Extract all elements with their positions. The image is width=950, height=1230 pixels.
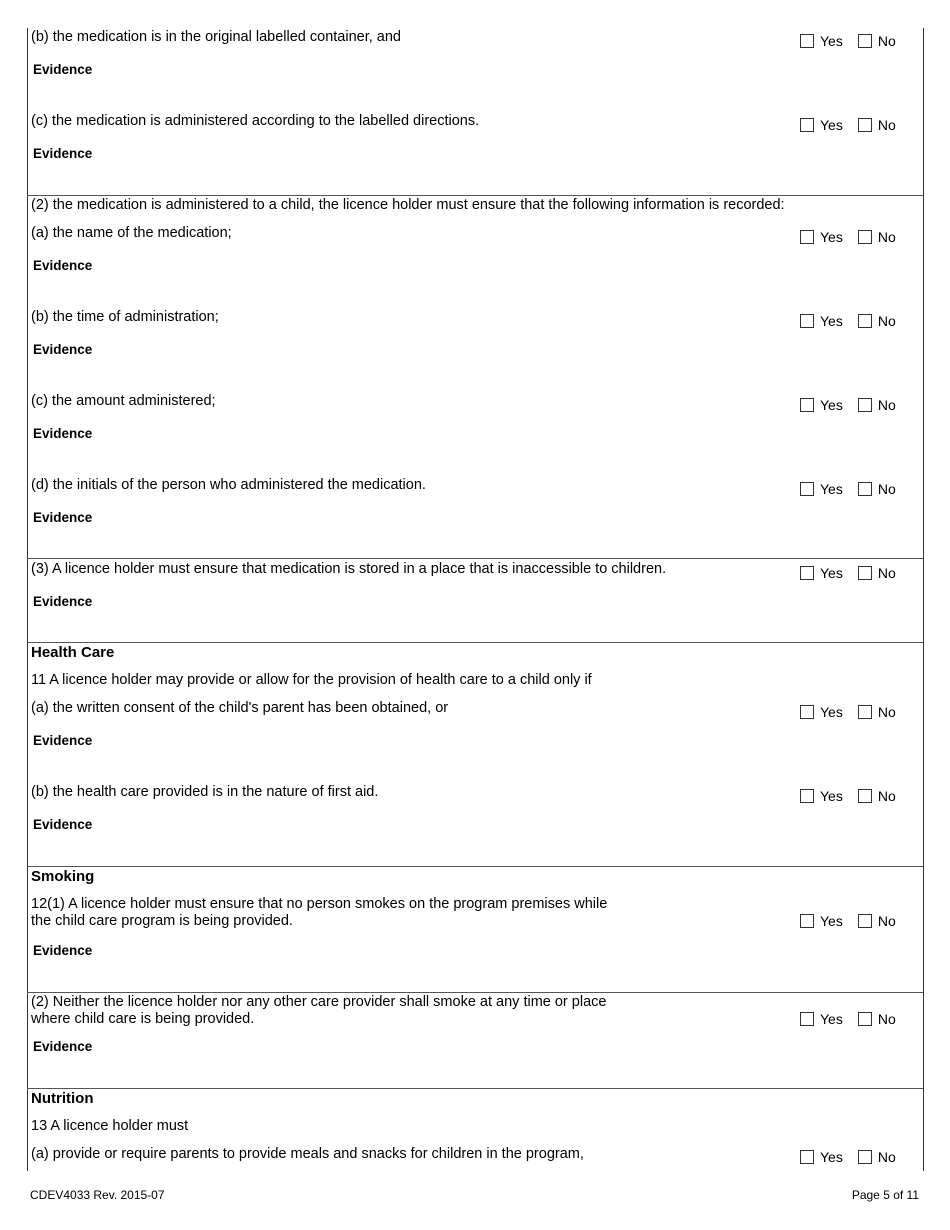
evidence-label: Evidence	[33, 817, 93, 832]
question-text: (c) the medication is administered according to the labelled directions.	[31, 113, 480, 129]
evidence-label: Evidence	[33, 62, 93, 77]
yes-no-checkboxes	[800, 913, 896, 929]
no-checkbox[interactable]	[858, 789, 872, 803]
no-label: No	[877, 229, 896, 245]
question-text: 13 A licence holder must	[31, 1118, 189, 1134]
no-label: No	[877, 788, 896, 804]
no-label: No	[877, 565, 896, 581]
yes-checkbox[interactable]	[800, 914, 814, 928]
yes-checkbox[interactable]	[800, 705, 814, 719]
evidence-label: Evidence	[33, 1039, 93, 1054]
question-text: the child care program is being provided.	[31, 913, 293, 929]
evidence-label: Evidence	[33, 594, 93, 609]
no-checkbox[interactable]	[858, 230, 872, 244]
no-checkbox[interactable]	[858, 482, 872, 496]
yes-no-checkboxes	[800, 313, 896, 329]
yes-checkbox[interactable]	[800, 789, 814, 803]
yes-no-checkboxes	[800, 1149, 896, 1165]
yes-label: Yes	[820, 913, 843, 929]
no-checkbox[interactable]	[858, 1012, 872, 1026]
no-label: No	[877, 313, 896, 329]
yes-no-checkboxes	[800, 397, 896, 413]
yes-no-checkboxes	[800, 117, 896, 133]
yes-label: Yes	[820, 1011, 843, 1027]
no-checkbox[interactable]	[858, 705, 872, 719]
yes-checkbox[interactable]	[800, 1150, 814, 1164]
question-text: (a) the written consent of the child's parent has been obtained, or	[31, 700, 449, 716]
question-text: (b) the health care provided is in the nature of first aid.	[31, 784, 379, 800]
evidence-label: Evidence	[33, 426, 93, 441]
yes-no-checkboxes	[800, 1011, 896, 1027]
question-text: (2) Neither the licence holder nor any other care provider shall smoke at any time or place	[31, 994, 607, 1010]
yes-label: Yes	[820, 565, 843, 581]
no-checkbox[interactable]	[858, 914, 872, 928]
yes-no-checkboxes	[800, 33, 896, 49]
evidence-label: Evidence	[33, 733, 93, 748]
no-label: No	[877, 913, 896, 929]
no-label: No	[877, 117, 896, 133]
form-id: CDEV4033 Rev. 2015-07	[30, 1188, 165, 1202]
question-text: where child care is being provided.	[31, 1011, 255, 1027]
question-text: 11 A licence holder may provide or allow for the provision of health care to a child only if	[31, 672, 592, 688]
no-checkbox[interactable]	[858, 118, 872, 132]
question-text: (a) the name of the medication;	[31, 225, 232, 241]
section-heading-nutrition: Nutrition	[31, 1090, 94, 1107]
evidence-label: Evidence	[33, 258, 93, 273]
question-text: (a) provide or require parents to provide meals and snacks for children in the program,	[31, 1146, 584, 1162]
yes-label: Yes	[820, 481, 843, 497]
question-text: (b) the medication is in the original labelled container, and	[31, 29, 401, 45]
evidence-label: Evidence	[33, 342, 93, 357]
yes-label: Yes	[820, 33, 843, 49]
no-label: No	[877, 397, 896, 413]
yes-label: Yes	[820, 117, 843, 133]
no-checkbox[interactable]	[858, 1150, 872, 1164]
yes-checkbox[interactable]	[800, 34, 814, 48]
question-text: (3) A licence holder must ensure that medication is stored in a place that is inaccessible to children.	[31, 561, 667, 577]
yes-no-checkboxes	[800, 788, 896, 804]
question-text: (d) the initials of the person who administered the medication.	[31, 477, 426, 493]
yes-checkbox[interactable]	[800, 482, 814, 496]
yes-no-checkboxes	[800, 704, 896, 720]
question-text: (b) the time of administration;	[31, 309, 219, 325]
yes-checkbox[interactable]	[800, 1012, 814, 1026]
section-divider	[27, 992, 923, 993]
no-checkbox[interactable]	[858, 566, 872, 580]
yes-checkbox[interactable]	[800, 230, 814, 244]
section-divider	[27, 866, 923, 867]
yes-label: Yes	[820, 788, 843, 804]
yes-label: Yes	[820, 397, 843, 413]
yes-checkbox[interactable]	[800, 118, 814, 132]
no-label: No	[877, 481, 896, 497]
yes-label: Yes	[820, 229, 843, 245]
question-text: 12(1) A licence holder must ensure that no person smokes on the program premises while	[31, 896, 608, 912]
yes-label: Yes	[820, 1149, 843, 1165]
yes-checkbox[interactable]	[800, 314, 814, 328]
no-label: No	[877, 1011, 896, 1027]
yes-no-checkboxes	[800, 229, 896, 245]
yes-checkbox[interactable]	[800, 398, 814, 412]
section-divider	[27, 558, 923, 559]
question-text: (c) the amount administered;	[31, 393, 216, 409]
no-checkbox[interactable]	[858, 314, 872, 328]
question-text: (2) the medication is administered to a child, the licence holder must ensure that the following information is recorded:	[31, 197, 785, 213]
yes-label: Yes	[820, 704, 843, 720]
no-checkbox[interactable]	[858, 398, 872, 412]
section-divider	[27, 1088, 923, 1089]
section-divider	[27, 195, 923, 196]
no-checkbox[interactable]	[858, 34, 872, 48]
yes-checkbox[interactable]	[800, 566, 814, 580]
evidence-label: Evidence	[33, 943, 93, 958]
no-label: No	[877, 704, 896, 720]
section-heading-health-care: Health Care	[31, 644, 115, 661]
section-heading-smoking: Smoking	[31, 868, 95, 885]
no-label: No	[877, 33, 896, 49]
yes-label: Yes	[820, 313, 843, 329]
evidence-label: Evidence	[33, 510, 93, 525]
evidence-label: Evidence	[33, 146, 93, 161]
yes-no-checkboxes	[800, 481, 896, 497]
section-divider	[27, 642, 923, 643]
yes-no-checkboxes	[800, 565, 896, 581]
no-label: No	[877, 1149, 896, 1165]
page-number: Page 5 of 11	[851, 1188, 919, 1202]
